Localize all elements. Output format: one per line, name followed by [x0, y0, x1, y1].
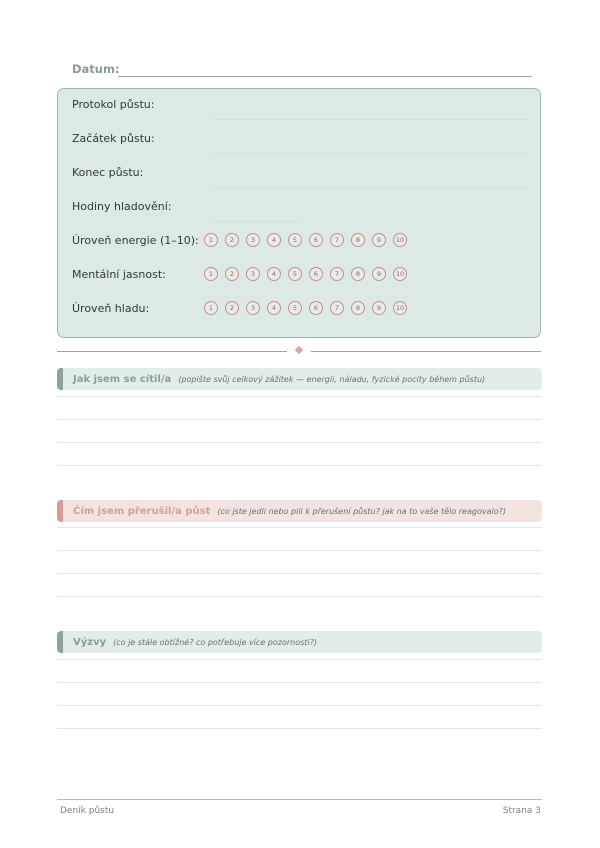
- section-hint: (co jste jedli nebo pili k přerušení půstu? jak na to vaše tělo reagovalo?): [217, 506, 506, 516]
- energy-option[interactable]: 5: [288, 233, 302, 247]
- footer-journal-title: Deník půstu: [60, 806, 115, 816]
- energy-option[interactable]: 3: [246, 233, 260, 247]
- hunger-row: [72, 299, 528, 319]
- writing-line[interactable]: [57, 396, 542, 397]
- writing-line[interactable]: [57, 527, 542, 528]
- clarity-option[interactable]: 9: [372, 267, 386, 281]
- clarity-option[interactable]: 1: [204, 267, 218, 281]
- writing-line[interactable]: [57, 705, 542, 706]
- hunger-option[interactable]: 7: [330, 301, 344, 315]
- energy-option[interactable]: 6: [309, 233, 323, 247]
- section-title: Čím jsem přerušil/a půst: [73, 505, 211, 517]
- writing-line[interactable]: [57, 419, 542, 420]
- hours-label: Hodiny hladovění:: [72, 200, 172, 213]
- hunger-option[interactable]: 4: [267, 301, 281, 315]
- hours-row: [72, 197, 528, 217]
- writing-line[interactable]: [57, 682, 542, 683]
- energy-option[interactable]: 7: [330, 233, 344, 247]
- writing-line[interactable]: [57, 573, 542, 574]
- writing-line[interactable]: [57, 659, 542, 660]
- energy-option[interactable]: 1: [204, 233, 218, 247]
- protocol-row: [72, 95, 528, 115]
- clarity-option[interactable]: 10: [393, 267, 407, 281]
- date-label: Datum:: [72, 62, 120, 76]
- section-divider: [57, 346, 541, 356]
- hunger-label: Úroveň hladu:: [72, 302, 150, 315]
- writing-line[interactable]: [57, 596, 542, 597]
- clarity-option[interactable]: 8: [351, 267, 365, 281]
- divider-line-left: [57, 351, 287, 352]
- start-input-line[interactable]: [213, 153, 528, 154]
- start-label: Začátek půstu:: [72, 132, 155, 145]
- section-header-break-fast: [57, 500, 542, 522]
- section-accent-bar: [57, 500, 63, 522]
- clarity-option[interactable]: 4: [267, 267, 281, 281]
- clarity-scale: [204, 267, 407, 281]
- energy-option[interactable]: 8: [351, 233, 365, 247]
- energy-scale: [204, 233, 407, 247]
- clarity-option[interactable]: 7: [330, 267, 344, 281]
- energy-option[interactable]: 9: [372, 233, 386, 247]
- section-title: Jak jsem se cítil/a: [73, 373, 172, 385]
- energy-option[interactable]: 2: [225, 233, 239, 247]
- section-hint: (co je stále obtížné? co potřebuje více pozornosti?): [113, 637, 318, 647]
- clarity-option[interactable]: 6: [309, 267, 323, 281]
- energy-label: Úroveň energie (1–10):: [72, 234, 199, 247]
- hunger-option[interactable]: 10: [393, 301, 407, 315]
- hunger-option[interactable]: 1: [204, 301, 218, 315]
- diamond-ornament-icon: [295, 346, 303, 354]
- writing-line[interactable]: [57, 465, 542, 466]
- section-accent-bar: [57, 368, 63, 390]
- protocol-label: Protokol půstu:: [72, 98, 155, 111]
- writing-line[interactable]: [57, 442, 542, 443]
- clarity-label: Mentální jasnost:: [72, 268, 166, 281]
- protocol-input-line[interactable]: [213, 119, 528, 120]
- section-header-feelings: [57, 368, 542, 390]
- clarity-option[interactable]: 2: [225, 267, 239, 281]
- energy-row: [72, 231, 528, 251]
- energy-option[interactable]: 4: [267, 233, 281, 247]
- section-hint: (popište svůj celkový zážitek — energii, náladu, fyzické pocity během půstu): [178, 374, 486, 384]
- divider-line-right: [311, 351, 541, 352]
- end-input-line[interactable]: [213, 187, 528, 188]
- hunger-option[interactable]: 5: [288, 301, 302, 315]
- hours-input-line[interactable]: [213, 221, 298, 222]
- writing-line[interactable]: [57, 550, 542, 551]
- hunger-option[interactable]: 2: [225, 301, 239, 315]
- section-header-challenges: [57, 631, 542, 653]
- hunger-option[interactable]: 3: [246, 301, 260, 315]
- end-label: Konec půstu:: [72, 166, 144, 179]
- hunger-option[interactable]: 8: [351, 301, 365, 315]
- section-accent-bar: [57, 631, 63, 653]
- clarity-option[interactable]: 5: [288, 267, 302, 281]
- hunger-scale: [204, 301, 407, 315]
- clarity-row: [72, 265, 528, 285]
- start-row: [72, 129, 528, 149]
- date-input-line[interactable]: [118, 76, 532, 77]
- energy-option[interactable]: 10: [393, 233, 407, 247]
- hunger-option[interactable]: 9: [372, 301, 386, 315]
- fasting-info-card: [57, 88, 541, 338]
- end-row: [72, 163, 528, 183]
- section-title: Výzvy: [73, 636, 107, 648]
- footer-page-number: Strana 3: [502, 806, 541, 816]
- footer-divider: [57, 799, 542, 800]
- date-row: [72, 62, 532, 80]
- writing-line[interactable]: [57, 728, 542, 729]
- hunger-option[interactable]: 6: [309, 301, 323, 315]
- clarity-option[interactable]: 3: [246, 267, 260, 281]
